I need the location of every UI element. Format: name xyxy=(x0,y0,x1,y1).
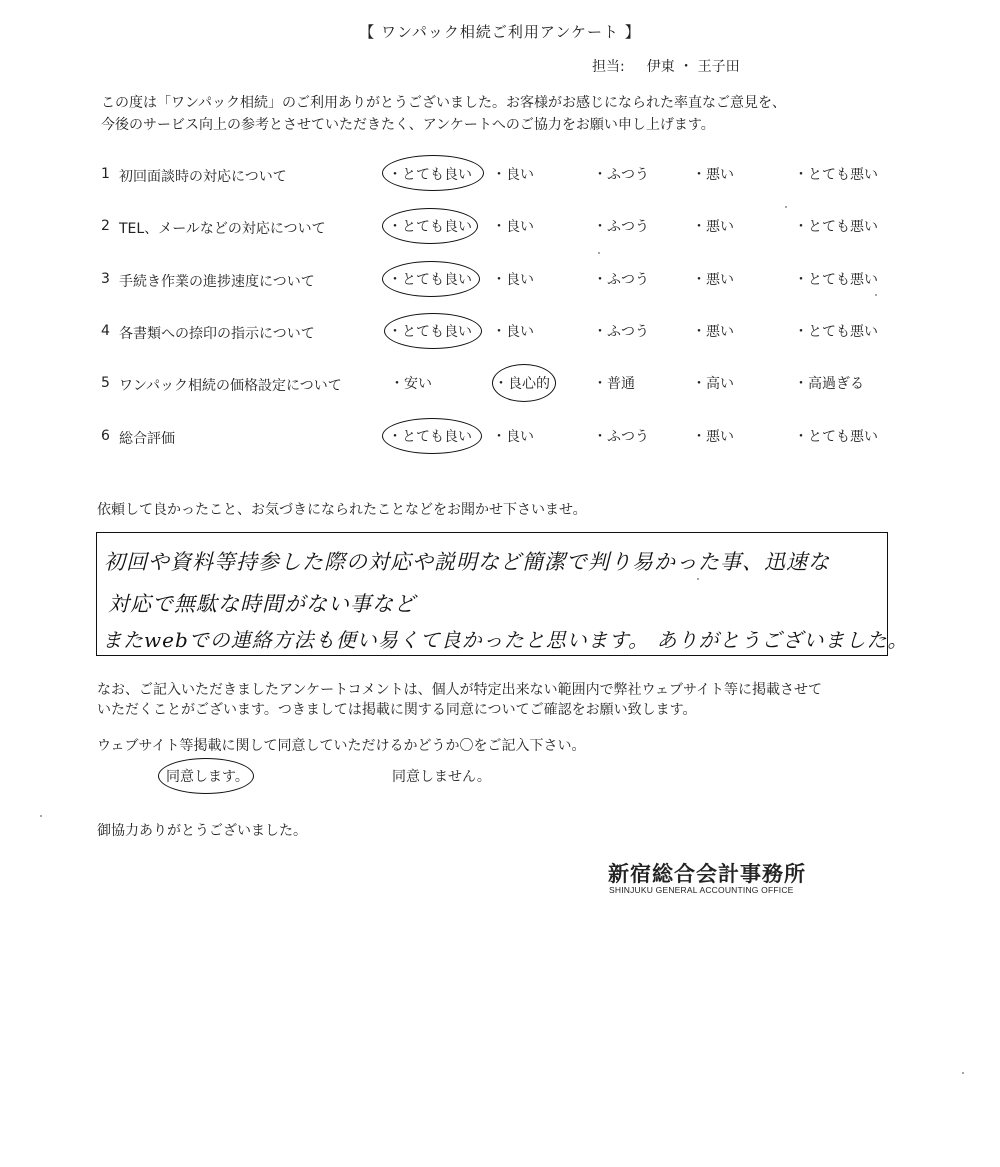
option-good[interactable]: ・良い xyxy=(492,272,534,288)
handwritten-comment-line-2: 対応で無駄な時間がない事など xyxy=(108,592,416,616)
question-label: ワンパック相続の価格設定について xyxy=(119,378,342,394)
handwritten-comment-line-1: 初回や資料等持参した際の対応や説明など簡潔で判り易かった事、迅速な xyxy=(104,550,830,574)
office-name-en: SHINJUKU GENERAL ACCOUNTING OFFICE xyxy=(609,885,794,895)
scan-speck xyxy=(785,206,787,208)
question-label: 初回面談時の対応について xyxy=(119,169,287,185)
option-very-good[interactable]: ・とても良い xyxy=(388,272,472,288)
question-number: 3 xyxy=(101,271,110,287)
question-number: 4 xyxy=(101,323,110,339)
closing-message: 御協力ありがとうございました。 xyxy=(97,823,307,839)
question-label: TEL、メールなどの対応について xyxy=(119,221,326,237)
agree-option[interactable]: 同意します。 xyxy=(166,769,249,785)
scan-speck xyxy=(697,578,699,580)
option-cheap[interactable]: ・安い xyxy=(390,376,432,392)
option-very-bad[interactable]: ・とても悪い xyxy=(794,429,878,445)
question-number: 1 xyxy=(101,166,110,182)
option-good[interactable]: ・良い xyxy=(492,219,534,235)
option-average[interactable]: ・ふつう xyxy=(593,219,649,235)
question-label: 手続き作業の進捗速度について xyxy=(119,274,315,290)
option-normal[interactable]: ・普通 xyxy=(593,376,635,392)
option-very-good[interactable]: ・とても良い xyxy=(388,429,472,445)
option-very-bad[interactable]: ・とても悪い xyxy=(794,272,878,288)
option-very-bad[interactable]: ・とても悪い xyxy=(794,324,878,340)
scan-speck xyxy=(598,252,600,254)
option-good[interactable]: ・良い xyxy=(492,429,534,445)
question-number: 6 xyxy=(101,428,110,444)
scan-speck xyxy=(40,815,42,817)
option-bad[interactable]: ・悪い xyxy=(692,324,734,340)
option-bad[interactable]: ・悪い xyxy=(692,167,734,183)
option-reasonable[interactable]: ・良心的 xyxy=(494,376,550,392)
comment-prompt: 依頼して良かったこと、お気づきになられたことなどをお聞かせ下さいませ。 xyxy=(97,502,587,518)
question-label: 各書類への捺印の指示について xyxy=(119,326,315,342)
option-bad[interactable]: ・悪い xyxy=(692,272,734,288)
scan-speck xyxy=(875,294,877,296)
option-very-good[interactable]: ・とても良い xyxy=(388,324,472,340)
staff-names: 伊東 ・ 王子田 xyxy=(646,59,740,75)
consent-notice-line-1: なお、ご記入いただきましたアンケートコメントは、個人が特定出来ない範囲内で弊社ウェブサイト等に掲載させて xyxy=(97,682,823,698)
consent-question: ウェブサイト等掲載に関して同意していただけるかどうか〇をご記入下さい。 xyxy=(97,738,586,754)
option-bad[interactable]: ・悪い xyxy=(692,429,734,445)
disagree-option[interactable]: 同意しません。 xyxy=(392,769,491,785)
option-expensive[interactable]: ・高い xyxy=(692,376,734,392)
option-very-bad[interactable]: ・とても悪い xyxy=(794,219,878,235)
staff-label: 担当: xyxy=(592,59,625,75)
intro-line-2: 今後のサービス向上の参考とさせていただきたく、アンケートへのご協力をお願い申し上げます。 xyxy=(101,117,715,133)
staff-line xyxy=(592,56,740,76)
option-very-good[interactable]: ・とても良い xyxy=(388,219,472,235)
question-label: 総合評価 xyxy=(119,431,175,447)
option-average[interactable]: ・ふつう xyxy=(593,324,649,340)
option-too-expensive[interactable]: ・高過ぎる xyxy=(794,376,864,392)
option-bad[interactable]: ・悪い xyxy=(692,219,734,235)
option-good[interactable]: ・良い xyxy=(492,167,534,183)
question-number: 2 xyxy=(101,218,110,234)
office-name: 新宿総合会計事務所 xyxy=(608,861,806,886)
option-average[interactable]: ・ふつう xyxy=(593,429,649,445)
option-average[interactable]: ・ふつう xyxy=(593,167,649,183)
scan-speck xyxy=(962,1072,964,1074)
option-very-bad[interactable]: ・とても悪い xyxy=(794,167,878,183)
survey-title: 【 ワンパック相続ご利用アンケート 】 xyxy=(359,23,641,41)
option-good[interactable]: ・良い xyxy=(492,324,534,340)
intro-line-1: この度は「ワンパック相続」のご利用ありがとうございました。お客様がお感じになられた率直なご意見を、 xyxy=(101,95,787,111)
handwritten-comment-line-3: またwebでの連絡方法も便い易くて良かったと思います。 ありがとうございました。 xyxy=(102,628,909,652)
option-very-good[interactable]: ・とても良い xyxy=(388,167,472,183)
question-number: 5 xyxy=(101,375,110,391)
consent-notice-line-2: いただくことがございます。つきましては掲載に関する同意についてご確認をお願い致します。 xyxy=(97,702,697,718)
option-average[interactable]: ・ふつう xyxy=(593,272,649,288)
